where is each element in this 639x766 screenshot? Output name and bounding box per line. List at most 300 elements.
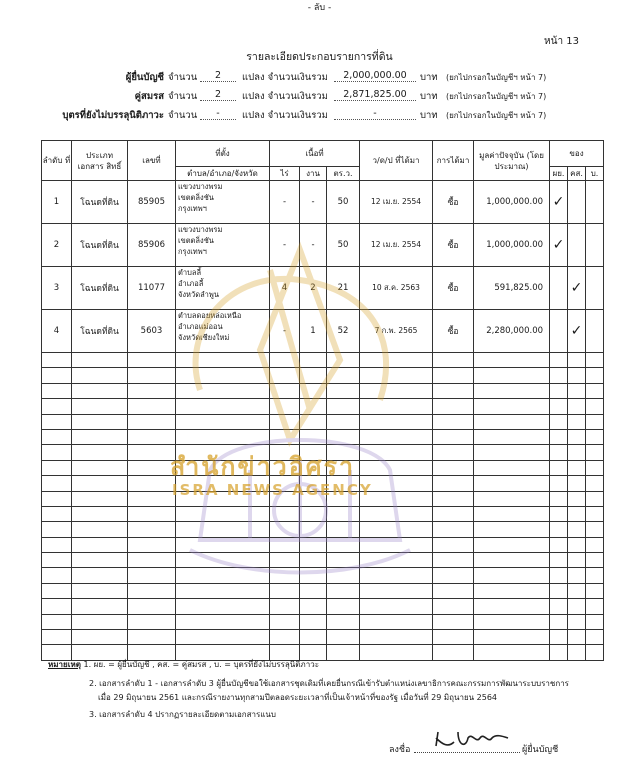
empty-cell bbox=[327, 568, 360, 583]
empty-cell bbox=[128, 399, 176, 414]
cell-rai: 4 bbox=[270, 267, 300, 310]
cell-date: 12 เม.ย. 2554 bbox=[360, 224, 433, 267]
location-province: กรุงเทพฯ bbox=[178, 247, 207, 256]
cell-value: 1,000,000.00 bbox=[474, 224, 550, 267]
header-owner: ของ bbox=[550, 141, 604, 167]
cell-owner bbox=[586, 224, 604, 267]
header-area: เนื้อที่ bbox=[270, 141, 360, 167]
empty-cell bbox=[327, 537, 360, 552]
empty-cell bbox=[128, 614, 176, 629]
cell-ngan: 2 bbox=[300, 267, 327, 310]
empty-cell bbox=[128, 630, 176, 645]
empty-cell bbox=[433, 429, 474, 444]
cell-acquire: ซื้อ bbox=[433, 310, 474, 353]
empty-table-row bbox=[42, 568, 604, 583]
empty-cell bbox=[72, 583, 128, 598]
empty-cell bbox=[568, 599, 586, 614]
empty-cell bbox=[550, 645, 568, 660]
header-location: ที่ตั้ง bbox=[176, 141, 270, 167]
empty-cell bbox=[550, 445, 568, 460]
empty-table-row bbox=[42, 414, 604, 429]
cell-rai: - bbox=[270, 310, 300, 353]
empty-cell bbox=[550, 399, 568, 414]
empty-cell bbox=[300, 399, 327, 414]
empty-cell bbox=[568, 460, 586, 475]
empty-cell bbox=[300, 537, 327, 552]
empty-cell bbox=[360, 399, 433, 414]
empty-cell bbox=[474, 445, 550, 460]
empty-cell bbox=[586, 645, 604, 660]
empty-cell bbox=[550, 383, 568, 398]
cell-date: 10 ส.ค. 2563 bbox=[360, 267, 433, 310]
footnote-label: หมายเหตุ bbox=[48, 660, 81, 669]
empty-cell bbox=[327, 383, 360, 398]
signature-line bbox=[414, 752, 520, 753]
empty-table-row bbox=[42, 522, 604, 537]
empty-cell bbox=[568, 368, 586, 383]
cell-acquire: ซื้อ bbox=[433, 267, 474, 310]
empty-cell bbox=[176, 537, 270, 552]
cell-rai: - bbox=[270, 181, 300, 224]
empty-cell bbox=[270, 429, 300, 444]
empty-cell bbox=[474, 353, 550, 368]
empty-cell bbox=[568, 445, 586, 460]
empty-cell bbox=[433, 568, 474, 583]
empty-cell bbox=[550, 599, 568, 614]
empty-cell bbox=[176, 353, 270, 368]
empty-cell bbox=[42, 583, 72, 598]
empty-table-row bbox=[42, 583, 604, 598]
empty-cell bbox=[128, 368, 176, 383]
empty-cell bbox=[42, 630, 72, 645]
location-subdistrict: แขวงบางพรม bbox=[178, 182, 223, 191]
empty-cell bbox=[568, 383, 586, 398]
empty-cell bbox=[586, 568, 604, 583]
empty-cell bbox=[300, 630, 327, 645]
empty-cell bbox=[72, 476, 128, 491]
cell-doc-type: โฉนดที่ดิน bbox=[72, 267, 128, 310]
empty-table-row bbox=[42, 614, 604, 629]
empty-cell bbox=[300, 414, 327, 429]
empty-cell bbox=[42, 399, 72, 414]
cell-no: 4 bbox=[42, 310, 72, 353]
empty-cell bbox=[586, 506, 604, 521]
empty-cell bbox=[360, 568, 433, 583]
empty-cell bbox=[433, 522, 474, 537]
empty-cell bbox=[300, 429, 327, 444]
empty-cell bbox=[128, 599, 176, 614]
empty-cell bbox=[72, 568, 128, 583]
summary-plot-label: แปลง จำนวนเงินรวม bbox=[242, 91, 328, 102]
header-owner-child: บ. bbox=[586, 167, 604, 181]
empty-cell bbox=[433, 399, 474, 414]
cell-owner bbox=[586, 267, 604, 310]
empty-cell bbox=[128, 491, 176, 506]
empty-cell bbox=[568, 614, 586, 629]
empty-cell bbox=[568, 429, 586, 444]
cell-owner bbox=[568, 224, 586, 267]
empty-cell bbox=[128, 583, 176, 598]
empty-cell bbox=[300, 383, 327, 398]
empty-cell bbox=[72, 383, 128, 398]
empty-cell bbox=[72, 445, 128, 460]
empty-cell bbox=[327, 353, 360, 368]
cell-location bbox=[176, 267, 270, 310]
table-row bbox=[42, 224, 604, 267]
empty-cell bbox=[327, 599, 360, 614]
cell-doc-no: 85906 bbox=[128, 224, 176, 267]
header-doc-no: เลขที่ bbox=[128, 141, 176, 181]
summary-row-spouse bbox=[0, 89, 639, 103]
cell-doc-no: 5603 bbox=[128, 310, 176, 353]
empty-cell bbox=[474, 537, 550, 552]
cell-owner bbox=[568, 181, 586, 224]
summary-plot-label: แปลง จำนวนเงินรวม bbox=[242, 72, 328, 83]
empty-cell bbox=[568, 353, 586, 368]
summary-count: 2 bbox=[200, 89, 236, 101]
summary-label: บุตรที่ยังไม่บรรลุนิติภาวะ bbox=[62, 110, 164, 121]
empty-cell bbox=[433, 506, 474, 521]
empty-cell bbox=[176, 614, 270, 629]
empty-table-row bbox=[42, 630, 604, 645]
summary-unit: บาท bbox=[420, 110, 438, 121]
empty-cell bbox=[270, 368, 300, 383]
check-mark-icon: ✓ bbox=[552, 237, 565, 253]
empty-cell bbox=[128, 645, 176, 660]
empty-cell bbox=[550, 414, 568, 429]
cell-value: 1,000,000.00 bbox=[474, 181, 550, 224]
empty-table-row bbox=[42, 553, 604, 568]
summary-count-label: จำนวน bbox=[168, 110, 198, 121]
empty-cell bbox=[128, 429, 176, 444]
empty-cell bbox=[72, 630, 128, 645]
check-mark-icon: ✓ bbox=[570, 323, 583, 339]
empty-cell bbox=[433, 460, 474, 475]
empty-table-row bbox=[42, 353, 604, 368]
empty-cell bbox=[42, 645, 72, 660]
empty-cell bbox=[360, 506, 433, 521]
empty-cell bbox=[300, 353, 327, 368]
empty-cell bbox=[270, 599, 300, 614]
empty-cell bbox=[550, 568, 568, 583]
empty-cell bbox=[176, 583, 270, 598]
empty-cell bbox=[42, 537, 72, 552]
empty-cell bbox=[474, 568, 550, 583]
cell-acquire: ซื้อ bbox=[433, 224, 474, 267]
empty-cell bbox=[72, 599, 128, 614]
cell-sqwa: 52 bbox=[327, 310, 360, 353]
location-province: จังหวัดลำพูน bbox=[178, 290, 219, 299]
empty-cell bbox=[433, 614, 474, 629]
location-district: เขตตลิ่งชัน bbox=[178, 236, 214, 245]
empty-cell bbox=[327, 522, 360, 537]
empty-cell bbox=[42, 476, 72, 491]
summary-amount: 2,000,000.00 bbox=[334, 70, 416, 82]
empty-cell bbox=[550, 537, 568, 552]
empty-cell bbox=[270, 399, 300, 414]
watermark-text-thai: สำนักข่าวอิศรา bbox=[170, 452, 356, 481]
cell-owner bbox=[550, 310, 568, 353]
empty-cell bbox=[568, 522, 586, 537]
empty-cell bbox=[327, 614, 360, 629]
signature-role: ผู้ยื่นบัญชี bbox=[522, 745, 559, 755]
empty-cell bbox=[474, 399, 550, 414]
location-subdistrict: ตำบลดอยหล่อเหนือ bbox=[178, 311, 242, 320]
empty-cell bbox=[568, 553, 586, 568]
empty-cell bbox=[568, 568, 586, 583]
empty-cell bbox=[360, 429, 433, 444]
empty-cell bbox=[42, 383, 72, 398]
check-mark-icon: ✓ bbox=[552, 194, 565, 210]
empty-cell bbox=[474, 368, 550, 383]
cell-owner bbox=[586, 310, 604, 353]
summary-count-label: จำนวน bbox=[168, 72, 198, 83]
summary-row-minor-child bbox=[0, 108, 639, 122]
empty-cell bbox=[176, 368, 270, 383]
summary-label: ผู้ยื่นบัญชี bbox=[125, 72, 164, 83]
empty-cell bbox=[72, 491, 128, 506]
empty-cell bbox=[300, 599, 327, 614]
empty-cell bbox=[300, 568, 327, 583]
table-row bbox=[42, 181, 604, 224]
empty-table-row bbox=[42, 645, 604, 660]
empty-cell bbox=[300, 614, 327, 629]
empty-cell bbox=[550, 491, 568, 506]
empty-cell bbox=[586, 583, 604, 598]
cell-date: 7 ก.พ. 2565 bbox=[360, 310, 433, 353]
empty-cell bbox=[270, 583, 300, 598]
summary-note: (ยกไปกรอกในบัญชีฯ หน้า 7) bbox=[446, 92, 547, 101]
empty-cell bbox=[42, 491, 72, 506]
header-sqwa: ตร.ว. bbox=[327, 167, 360, 181]
location-district: อำเภอแม่ออน bbox=[178, 322, 223, 331]
page-number: หน้า 13 bbox=[544, 36, 579, 47]
header-value: มูลค่าปัจจุบัน (โดยประมาณ) bbox=[474, 141, 550, 181]
empty-cell bbox=[360, 445, 433, 460]
empty-cell bbox=[327, 368, 360, 383]
empty-cell bbox=[270, 553, 300, 568]
empty-cell bbox=[128, 568, 176, 583]
empty-cell bbox=[176, 399, 270, 414]
empty-cell bbox=[550, 583, 568, 598]
empty-cell bbox=[550, 506, 568, 521]
empty-cell bbox=[586, 476, 604, 491]
empty-cell bbox=[270, 414, 300, 429]
empty-cell bbox=[270, 568, 300, 583]
summary-count: - bbox=[200, 108, 236, 120]
empty-table-row bbox=[42, 399, 604, 414]
empty-cell bbox=[128, 414, 176, 429]
summary-plot-label: แปลง จำนวนเงินรวม bbox=[242, 110, 328, 121]
empty-cell bbox=[327, 429, 360, 444]
empty-cell bbox=[433, 414, 474, 429]
cell-doc-type: โฉนดที่ดิน bbox=[72, 310, 128, 353]
watermark-text-english: ISRA NEWS AGENCY bbox=[172, 481, 373, 499]
empty-cell bbox=[360, 599, 433, 614]
empty-cell bbox=[176, 506, 270, 521]
footnote-2b: เมื่อ 29 มิถุนายน 2561 และกรณีรายงานทุกสามปีตลอดระยะเวลาที่เป็นเจ้าหน้าที่ของรัฐ เมื่อวันที่ 29 มิถุนายน 2564 bbox=[98, 693, 498, 702]
empty-cell bbox=[474, 614, 550, 629]
cell-doc-type: โฉนดที่ดิน bbox=[72, 224, 128, 267]
empty-cell bbox=[550, 353, 568, 368]
empty-table-row bbox=[42, 383, 604, 398]
summary-count: 2 bbox=[200, 70, 236, 82]
empty-cell bbox=[586, 445, 604, 460]
cell-owner bbox=[568, 310, 586, 353]
cell-location bbox=[176, 310, 270, 353]
empty-cell bbox=[42, 445, 72, 460]
empty-cell bbox=[568, 414, 586, 429]
empty-cell bbox=[433, 553, 474, 568]
empty-cell bbox=[72, 537, 128, 552]
location-province: กรุงเทพฯ bbox=[178, 204, 207, 213]
empty-cell bbox=[176, 522, 270, 537]
empty-cell bbox=[360, 353, 433, 368]
empty-cell bbox=[550, 522, 568, 537]
summary-row-declarant bbox=[0, 70, 639, 84]
signature-label: ลงชื่อ bbox=[389, 745, 411, 755]
cell-doc-type: โฉนดที่ดิน bbox=[72, 181, 128, 224]
empty-cell bbox=[568, 583, 586, 598]
header-doc-type: ประเภท เอกสาร สิทธิ์ bbox=[72, 141, 128, 181]
empty-cell bbox=[550, 553, 568, 568]
empty-cell bbox=[72, 399, 128, 414]
empty-cell bbox=[327, 506, 360, 521]
cell-no: 2 bbox=[42, 224, 72, 267]
table-row bbox=[42, 310, 604, 353]
empty-cell bbox=[72, 429, 128, 444]
empty-cell bbox=[176, 553, 270, 568]
cell-owner bbox=[550, 224, 568, 267]
empty-cell bbox=[300, 583, 327, 598]
land-table bbox=[41, 140, 604, 661]
empty-cell bbox=[568, 645, 586, 660]
summary-label: คู่สมรส bbox=[134, 91, 164, 102]
empty-cell bbox=[176, 429, 270, 444]
empty-cell bbox=[568, 537, 586, 552]
classification-mark: - ลับ - bbox=[307, 3, 332, 13]
empty-cell bbox=[474, 429, 550, 444]
cell-no: 3 bbox=[42, 267, 72, 310]
header-ngan: งาน bbox=[300, 167, 327, 181]
header-date: ว/ด/ป ที่ได้มา bbox=[360, 141, 433, 181]
empty-cell bbox=[550, 614, 568, 629]
empty-cell bbox=[586, 383, 604, 398]
empty-cell bbox=[300, 506, 327, 521]
empty-cell bbox=[128, 553, 176, 568]
header-acquire: การได้มา bbox=[433, 141, 474, 181]
empty-cell bbox=[433, 476, 474, 491]
empty-cell bbox=[42, 522, 72, 537]
empty-cell bbox=[360, 414, 433, 429]
cell-doc-no: 85905 bbox=[128, 181, 176, 224]
footnote-1-text: 1. ผย. = ผู้ยื่นบัญชี , คส. = คู่สมรส , บ. = บุตรที่ยังไม่บรรลุนิติภาวะ bbox=[83, 660, 319, 669]
empty-table-row bbox=[42, 368, 604, 383]
empty-cell bbox=[360, 630, 433, 645]
cell-no: 1 bbox=[42, 181, 72, 224]
location-subdistrict: ตำบลลี้ bbox=[178, 268, 202, 277]
empty-cell bbox=[42, 614, 72, 629]
empty-cell bbox=[176, 383, 270, 398]
cell-owner bbox=[550, 267, 568, 310]
empty-cell bbox=[72, 614, 128, 629]
empty-cell bbox=[586, 630, 604, 645]
empty-cell bbox=[433, 630, 474, 645]
cell-sqwa: 21 bbox=[327, 267, 360, 310]
empty-cell bbox=[128, 476, 176, 491]
empty-cell bbox=[327, 553, 360, 568]
empty-cell bbox=[300, 645, 327, 660]
cell-doc-no: 11077 bbox=[128, 267, 176, 310]
cell-location bbox=[176, 224, 270, 267]
empty-cell bbox=[550, 630, 568, 645]
empty-cell bbox=[568, 506, 586, 521]
location-district: เขตตลิ่งชัน bbox=[178, 193, 214, 202]
header-location-sub: ตำบล/อำเภอ/จังหวัด bbox=[176, 167, 270, 181]
header-rai: ไร่ bbox=[270, 167, 300, 181]
empty-cell bbox=[327, 645, 360, 660]
empty-cell bbox=[176, 414, 270, 429]
cell-owner bbox=[568, 267, 586, 310]
empty-cell bbox=[270, 614, 300, 629]
empty-cell bbox=[433, 599, 474, 614]
empty-cell bbox=[433, 368, 474, 383]
empty-cell bbox=[72, 460, 128, 475]
cell-ngan: - bbox=[300, 224, 327, 267]
empty-cell bbox=[586, 522, 604, 537]
empty-cell bbox=[474, 553, 550, 568]
empty-cell bbox=[433, 645, 474, 660]
document-title: รายละเอียดประกอบรายการที่ดิน bbox=[246, 51, 393, 63]
empty-cell bbox=[474, 583, 550, 598]
empty-cell bbox=[128, 506, 176, 521]
empty-cell bbox=[128, 460, 176, 475]
empty-cell bbox=[72, 353, 128, 368]
empty-cell bbox=[568, 491, 586, 506]
empty-cell bbox=[128, 383, 176, 398]
empty-cell bbox=[474, 506, 550, 521]
cell-sqwa: 50 bbox=[327, 181, 360, 224]
empty-table-row bbox=[42, 506, 604, 521]
empty-cell bbox=[568, 476, 586, 491]
location-province: จังหวัดเชียงใหม่ bbox=[178, 333, 230, 342]
empty-cell bbox=[42, 368, 72, 383]
empty-cell bbox=[433, 383, 474, 398]
empty-cell bbox=[433, 445, 474, 460]
empty-cell bbox=[176, 645, 270, 660]
cell-owner bbox=[586, 181, 604, 224]
empty-cell bbox=[327, 399, 360, 414]
empty-cell bbox=[474, 599, 550, 614]
empty-cell bbox=[360, 537, 433, 552]
empty-cell bbox=[270, 645, 300, 660]
empty-cell bbox=[42, 429, 72, 444]
empty-cell bbox=[327, 414, 360, 429]
empty-cell bbox=[360, 368, 433, 383]
empty-cell bbox=[72, 553, 128, 568]
empty-cell bbox=[433, 491, 474, 506]
empty-cell bbox=[474, 522, 550, 537]
handwritten-signature bbox=[432, 726, 512, 752]
cell-ngan: 1 bbox=[300, 310, 327, 353]
cell-owner bbox=[550, 181, 568, 224]
footnote-1 bbox=[48, 659, 319, 671]
cell-acquire: ซื้อ bbox=[433, 181, 474, 224]
empty-cell bbox=[586, 491, 604, 506]
empty-cell bbox=[300, 553, 327, 568]
empty-cell bbox=[586, 553, 604, 568]
empty-table-row bbox=[42, 429, 604, 444]
